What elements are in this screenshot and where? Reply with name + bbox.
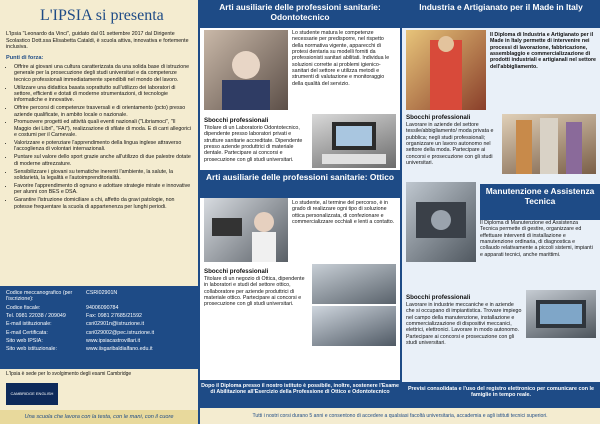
manut-lab-photo xyxy=(526,290,596,338)
contact-key: Codice fiscale: xyxy=(6,304,41,311)
ottico-sbocchi-title: Sbocchi professionali xyxy=(204,268,269,275)
contact-value: CSRI02901N xyxy=(86,290,118,296)
left-panel xyxy=(0,0,198,424)
manut-desc: Il Diploma di Manutenzione ed Assistenza Tecnica permette di gestire, organizzare ed effettuare interventi di installazione e manutenzione ordinaria, di diagnostica e collaudo relativamente a piccoli sistemi, impianti e apparati tecnici, anche marittimi. xyxy=(480,220,593,258)
punto-item: • Garantire l'istruzione domiciliare a chi, affetto da gravi patologie, non potesse frequentare la scuola di appartenenza per lunghi periodi. xyxy=(14,197,192,210)
page-title: L'IPSIA si presenta xyxy=(40,7,164,24)
odonto-sbocchi: Titolare di un Laboratorio Odontotecnico, dipendente presso laboratori privati e strutture sanitarie accreditate. Dipendente presso aziende produttrici di materiale dentale. Partecipare ai concorsi e prosecuzione con gli studi universitari. xyxy=(204,125,303,163)
moda-show-photo xyxy=(502,114,596,174)
right-footer: Previsi consolidata e l'uso del registro elettronico per comunicare con le famiglie in tempo reale. xyxy=(402,382,600,408)
odonto-banner: Arti ausiliarie delle professioni sanitarie: Odontotecnico xyxy=(200,0,400,28)
contact-key: E-mail Certificata: xyxy=(6,329,48,336)
contact-key: E-mail istituzionale: xyxy=(6,321,52,328)
contact-key: Sito web istituzionale: xyxy=(6,346,57,353)
punto-item: • Offrire ai giovani una cultura caratterizzata da una solida base di istruzione generale per la prosecuzione degli studi universitari e da competenze tecnico professionali immediatamente spendibili nel mondo del lavoro. xyxy=(14,64,192,83)
middle-panel xyxy=(200,0,400,424)
ottico-banner: Arti ausiliarie delle professioni sanitarie: Ottico xyxy=(200,170,400,198)
contact-value[interactable]: www.ipsiacastrovillari.it xyxy=(86,338,141,345)
ottico-photo xyxy=(204,198,288,262)
punto-item: • Promuovere progetti ed attività quali eventi nazionali ("Libriamoci", "Il Maggio dei Libri", "FAI"), realizzazione di sfilate di moda. E di carri allegorici e costumi per il Carnevale. xyxy=(14,119,192,138)
punto-item: • Offrire percorsi di competenze trasversali e di orientamento (pcto) presso aziende qualificate, in ambito locale o nazionale. xyxy=(14,105,192,118)
odonto-photo xyxy=(204,30,288,110)
contact-value[interactable]: csri029002@pec.istruzione.it xyxy=(86,329,155,336)
bottom-note: Tutti i nostri corsi durano 5 anni e consentono di accedere a qualsiasi facoltà universitaria, accademia e agli istituti tecnici superiori. xyxy=(200,408,600,424)
manut-sbocchi-title: Sbocchi professionali xyxy=(406,294,471,301)
contact-row xyxy=(0,345,198,353)
ottico-sbocchi: Titolare di un negozio di Ottica, dipendente in laboratori e studi del settore ottico, collaboratore per aziende produttrici di materiale ottico. Partecipare ai concorsi e prosecuzione con gli studi universitari. xyxy=(204,276,305,308)
moda-sbocchi: Lavorare in aziende del settore tessile/abbigliamento/ moda privata e pubblica; negli studi professionali; organizzare un lavoro autonomo nel settore della moda. Partecipare ai concorsi e prosecuzione con gli studi universitari. xyxy=(406,122,494,167)
punto-item: • Valorizzare e potenziare l'apprendimento della lingua inglese attraverso l'accoglienza di volontari internazionali. xyxy=(14,140,192,153)
punti-title: Punti di forza: xyxy=(6,55,44,62)
moda-photo xyxy=(406,30,486,110)
contact-key: Codice meccanografico (per l'iscrizione): xyxy=(6,290,73,303)
ottico-lab-photo xyxy=(312,264,396,304)
contacts-box xyxy=(0,286,198,369)
cambridge-logo: CAMBRIDGE ENGLISH xyxy=(6,383,58,405)
moda-sbocchi-title: Sbocchi professionali xyxy=(406,114,471,121)
odonto-lab-photo xyxy=(312,114,396,168)
ottico-class-photo xyxy=(312,306,396,346)
cambridge-note: L'Ipsia è sede per lo svolgimento degli esami Cambridge xyxy=(6,371,132,377)
ottico-desc: Lo studente, al termine del percorso, è in grado di realizzare ogni tipo di soluzione ottica personalizzata, di confezionare e commercializzare occhiali e lenti a contatto. xyxy=(292,200,395,226)
mid-footer: Dopo il Diploma presso il nostro istituto è possibile, inoltre, sostenere l'Esame di Abilitazione all'Esercizio della Professione di Ottico e Odontotecnico xyxy=(200,380,400,414)
tagline: Una scuola che lavora con la testa, con le mani, con il cuore xyxy=(0,410,198,424)
contact-row xyxy=(0,337,198,345)
contact-key: Sito web IPSIA: xyxy=(6,338,43,345)
punto-item: • Utilizzare una didattica basata soprattutto sull'utilizzo dei laboratori di settore, efficienti e dotati di moderne strumentazioni, di tecnologie informatiche e innovative. xyxy=(14,85,192,104)
punto-item: • Favorire l'apprendimento di ognuno e adottare strategie mirate e innovative per alunni con BES e DSA. xyxy=(14,183,192,196)
punto-item: • Sensibilizzare i giovani su tematiche inerenti l'ambiente, la salute, la solidarietà, la legalità e l'autoimprenditorialità. xyxy=(14,169,192,182)
contact-row xyxy=(0,329,198,337)
contact-row xyxy=(0,289,198,304)
contact-row xyxy=(0,320,198,328)
contact-value: 94006090784 xyxy=(86,304,119,311)
manut-banner: Manutenzione e Assistenza Tecnica xyxy=(480,184,600,220)
contact-value: Fax: 0981 27685/21592 xyxy=(86,313,142,320)
right-panel xyxy=(402,0,600,424)
moda-desc: Il Diploma di Industria e Artigianato per il Made in Italy permette di intervenire nei processi di lavorazione, fabbricazione, assemblaggio e commercializzazione di prodotti industriali e artigianali nel settore dell'abbigliamento. xyxy=(490,32,596,70)
contact-value[interactable]: www.iisgaribaldialfano.edu.it xyxy=(86,346,153,353)
punto-item: • Puntare sul valore dello sport grazie anche all'utilizzo di due palestre dotate di moderne attrezzature. xyxy=(14,154,192,167)
contact-value[interactable]: csri02901n@istruzione.it xyxy=(86,321,145,328)
odonto-sbocchi-title: Sbocchi professionali xyxy=(204,117,269,124)
manut-sbocchi: Lavorare in industrie meccaniche e in aziende che si occupano di impiantistica. Trovare impiego nel campo della manutenzione, installazione e commercializzazione di dispositivi meccanici, elettrici, elettronici. Lavorare in modo autonomo. Partecipare ai concorsi e prosecuzione con gli studi universitari. xyxy=(406,302,522,347)
contact-row xyxy=(0,304,198,312)
contact-key: Tel. 0981 22038 / 209049 xyxy=(6,313,66,320)
moda-banner: Industria e Artigianato per il Made in Italy xyxy=(402,0,600,28)
intro-text: L'Ipsia "Leonardo da Vinci", guidato dal 01 settembre 2017 dal Dirigente Scolastico Dott.ssa Elisabetta Cataldi, è scuola attiva, innovativa e fortemente inclusiva. xyxy=(6,31,189,50)
odonto-desc: Lo studente matura le competenze necessarie per predisporre, nel rispetto della normativa vigente, apparecchi di protesi dentaria su modelli forniti da professionisti sanitari abilitati. Individua le soluzioni corrette ai problemi igienico-sanitari del settore e utilizza metodi e strumenti di valutazione e monitoraggio della qualità del servizio. xyxy=(292,30,390,87)
manut-photo xyxy=(406,182,476,262)
contact-row xyxy=(0,312,198,320)
punti-list xyxy=(6,64,192,210)
